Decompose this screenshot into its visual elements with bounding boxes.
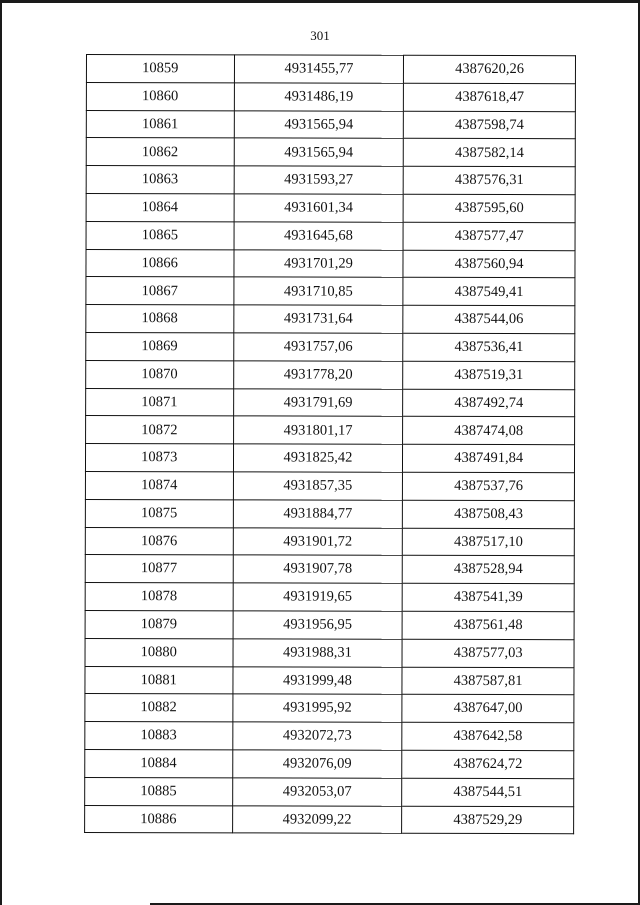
scan-edge-top	[0, 0, 640, 3]
y-coordinate-cell: 4387528,94	[403, 556, 575, 584]
table-row	[85, 471, 574, 500]
table-row	[86, 249, 575, 278]
y-coordinate-cell: 4387537,76	[403, 472, 575, 500]
y-coordinate-cell: 4387474,08	[403, 417, 575, 445]
x-coordinate-cell: 4931565,94	[234, 110, 404, 138]
point-number-cell: 10860	[86, 82, 234, 110]
y-coordinate-cell: 4387519,31	[403, 361, 575, 389]
table-row	[85, 777, 574, 806]
point-number-cell: 10876	[85, 527, 233, 555]
x-coordinate-cell: 4931999,48	[233, 666, 403, 694]
y-coordinate-cell: 4387576,31	[403, 166, 575, 194]
y-coordinate-cell: 4387536,41	[403, 333, 575, 361]
table-row	[86, 138, 575, 167]
point-number-cell: 10879	[85, 610, 233, 638]
x-coordinate-cell: 4931645,68	[234, 222, 404, 250]
y-coordinate-cell: 4387587,81	[402, 667, 574, 695]
table-row	[86, 55, 575, 84]
x-coordinate-cell: 4931907,78	[233, 555, 403, 583]
page-number: 301	[310, 28, 330, 43]
point-number-cell: 10861	[86, 110, 234, 138]
point-number-cell: 10875	[85, 499, 233, 527]
point-number-cell: 10859	[86, 55, 234, 83]
y-coordinate-cell: 4387577,03	[402, 639, 574, 667]
table-row	[85, 527, 574, 556]
point-number-cell: 10882	[85, 694, 233, 722]
point-number-cell: 10866	[86, 249, 234, 277]
x-coordinate-cell: 4931801,17	[233, 416, 403, 444]
x-coordinate-cell: 4932099,22	[232, 805, 402, 833]
point-number-cell: 10863	[86, 166, 234, 194]
coordinates-table	[84, 54, 576, 835]
table-row	[85, 666, 574, 695]
y-coordinate-cell: 4387620,26	[404, 55, 576, 83]
point-number-cell: 10870	[86, 360, 234, 388]
point-number-cell: 10878	[85, 583, 233, 611]
x-coordinate-cell: 4931901,72	[233, 527, 403, 555]
y-coordinate-cell: 4387618,47	[404, 83, 576, 111]
x-coordinate-cell: 4931857,35	[233, 472, 403, 500]
y-coordinate-cell: 4387529,29	[402, 806, 574, 834]
table-row	[85, 749, 574, 778]
coordinates-table-body	[85, 55, 576, 835]
x-coordinate-cell: 4931995,92	[232, 694, 402, 722]
x-coordinate-cell: 4931791,69	[233, 388, 403, 416]
table-row	[85, 694, 574, 723]
x-coordinate-cell: 4931919,65	[233, 583, 403, 611]
x-coordinate-cell: 4931778,20	[233, 361, 403, 389]
x-coordinate-cell: 4931988,31	[233, 639, 403, 667]
table-row	[85, 555, 574, 584]
point-number-cell: 10883	[85, 722, 233, 750]
x-coordinate-cell: 4931956,95	[233, 611, 403, 639]
y-coordinate-cell: 4387624,72	[402, 750, 574, 778]
point-number-cell: 10886	[85, 805, 233, 833]
y-coordinate-cell: 4387561,48	[402, 611, 574, 639]
point-number-cell: 10869	[86, 332, 234, 360]
scan-edge-left	[0, 0, 2, 905]
y-coordinate-cell: 4387492,74	[403, 389, 575, 417]
table-row	[86, 388, 575, 417]
point-number-cell: 10874	[85, 471, 233, 499]
table-row	[86, 332, 575, 361]
x-coordinate-cell: 4931601,34	[234, 194, 404, 222]
point-number-cell: 10868	[86, 305, 234, 333]
x-coordinate-cell: 4932053,07	[232, 778, 402, 806]
table-row	[85, 583, 574, 612]
table-row	[85, 610, 574, 639]
y-coordinate-cell: 4387517,10	[403, 528, 575, 556]
y-coordinate-cell: 4387642,58	[402, 722, 574, 750]
x-coordinate-cell: 4931731,64	[233, 305, 403, 333]
point-number-cell: 10862	[86, 138, 234, 166]
table-row	[86, 82, 575, 111]
y-coordinate-cell: 4387544,06	[403, 305, 575, 333]
table-row	[86, 416, 575, 445]
table-row	[86, 360, 575, 389]
y-coordinate-cell: 4387647,00	[402, 695, 574, 723]
table-row	[85, 805, 574, 834]
table-row	[86, 221, 575, 250]
x-coordinate-cell: 4931486,19	[234, 83, 404, 111]
point-number-cell: 10877	[85, 555, 233, 583]
y-coordinate-cell: 4387549,41	[403, 278, 575, 306]
y-coordinate-cell: 4387598,74	[404, 111, 576, 139]
point-number-cell: 10867	[86, 277, 234, 305]
table-row	[85, 499, 574, 528]
x-coordinate-cell: 4931710,85	[233, 277, 403, 305]
point-number-cell: 10881	[85, 666, 233, 694]
point-number-cell: 10884	[85, 749, 233, 777]
y-coordinate-cell: 4387508,43	[403, 500, 575, 528]
table-row	[85, 722, 574, 751]
table-row	[85, 444, 574, 473]
y-coordinate-cell: 4387577,47	[403, 222, 575, 250]
table-row	[85, 638, 574, 667]
y-coordinate-cell: 4387544,51	[402, 778, 574, 806]
y-coordinate-cell: 4387595,60	[403, 194, 575, 222]
point-number-cell: 10885	[85, 777, 233, 805]
x-coordinate-cell: 4931757,06	[233, 333, 403, 361]
x-coordinate-cell: 4931455,77	[234, 55, 404, 83]
point-number-cell: 10864	[86, 193, 234, 221]
y-coordinate-cell: 4387541,39	[402, 583, 574, 611]
table-row	[86, 193, 575, 222]
y-coordinate-cell: 4387582,14	[404, 139, 576, 167]
x-coordinate-cell: 4931884,77	[233, 500, 403, 528]
table-row	[86, 305, 575, 334]
x-coordinate-cell: 4931593,27	[234, 166, 404, 194]
point-number-cell: 10880	[85, 638, 233, 666]
x-coordinate-cell: 4932072,73	[232, 722, 402, 750]
table-row	[86, 110, 575, 139]
point-number-cell: 10873	[85, 444, 233, 472]
table-row	[86, 166, 575, 195]
x-coordinate-cell: 4932076,09	[232, 750, 402, 778]
point-number-cell: 10872	[86, 416, 234, 444]
x-coordinate-cell: 4931565,94	[234, 138, 404, 166]
x-coordinate-cell: 4931825,42	[233, 444, 403, 472]
table-row	[86, 277, 575, 306]
y-coordinate-cell: 4387560,94	[403, 250, 575, 278]
y-coordinate-cell: 4387491,84	[403, 444, 575, 472]
x-coordinate-cell: 4931701,29	[234, 249, 404, 277]
point-number-cell: 10871	[86, 388, 234, 416]
point-number-cell: 10865	[86, 221, 234, 249]
